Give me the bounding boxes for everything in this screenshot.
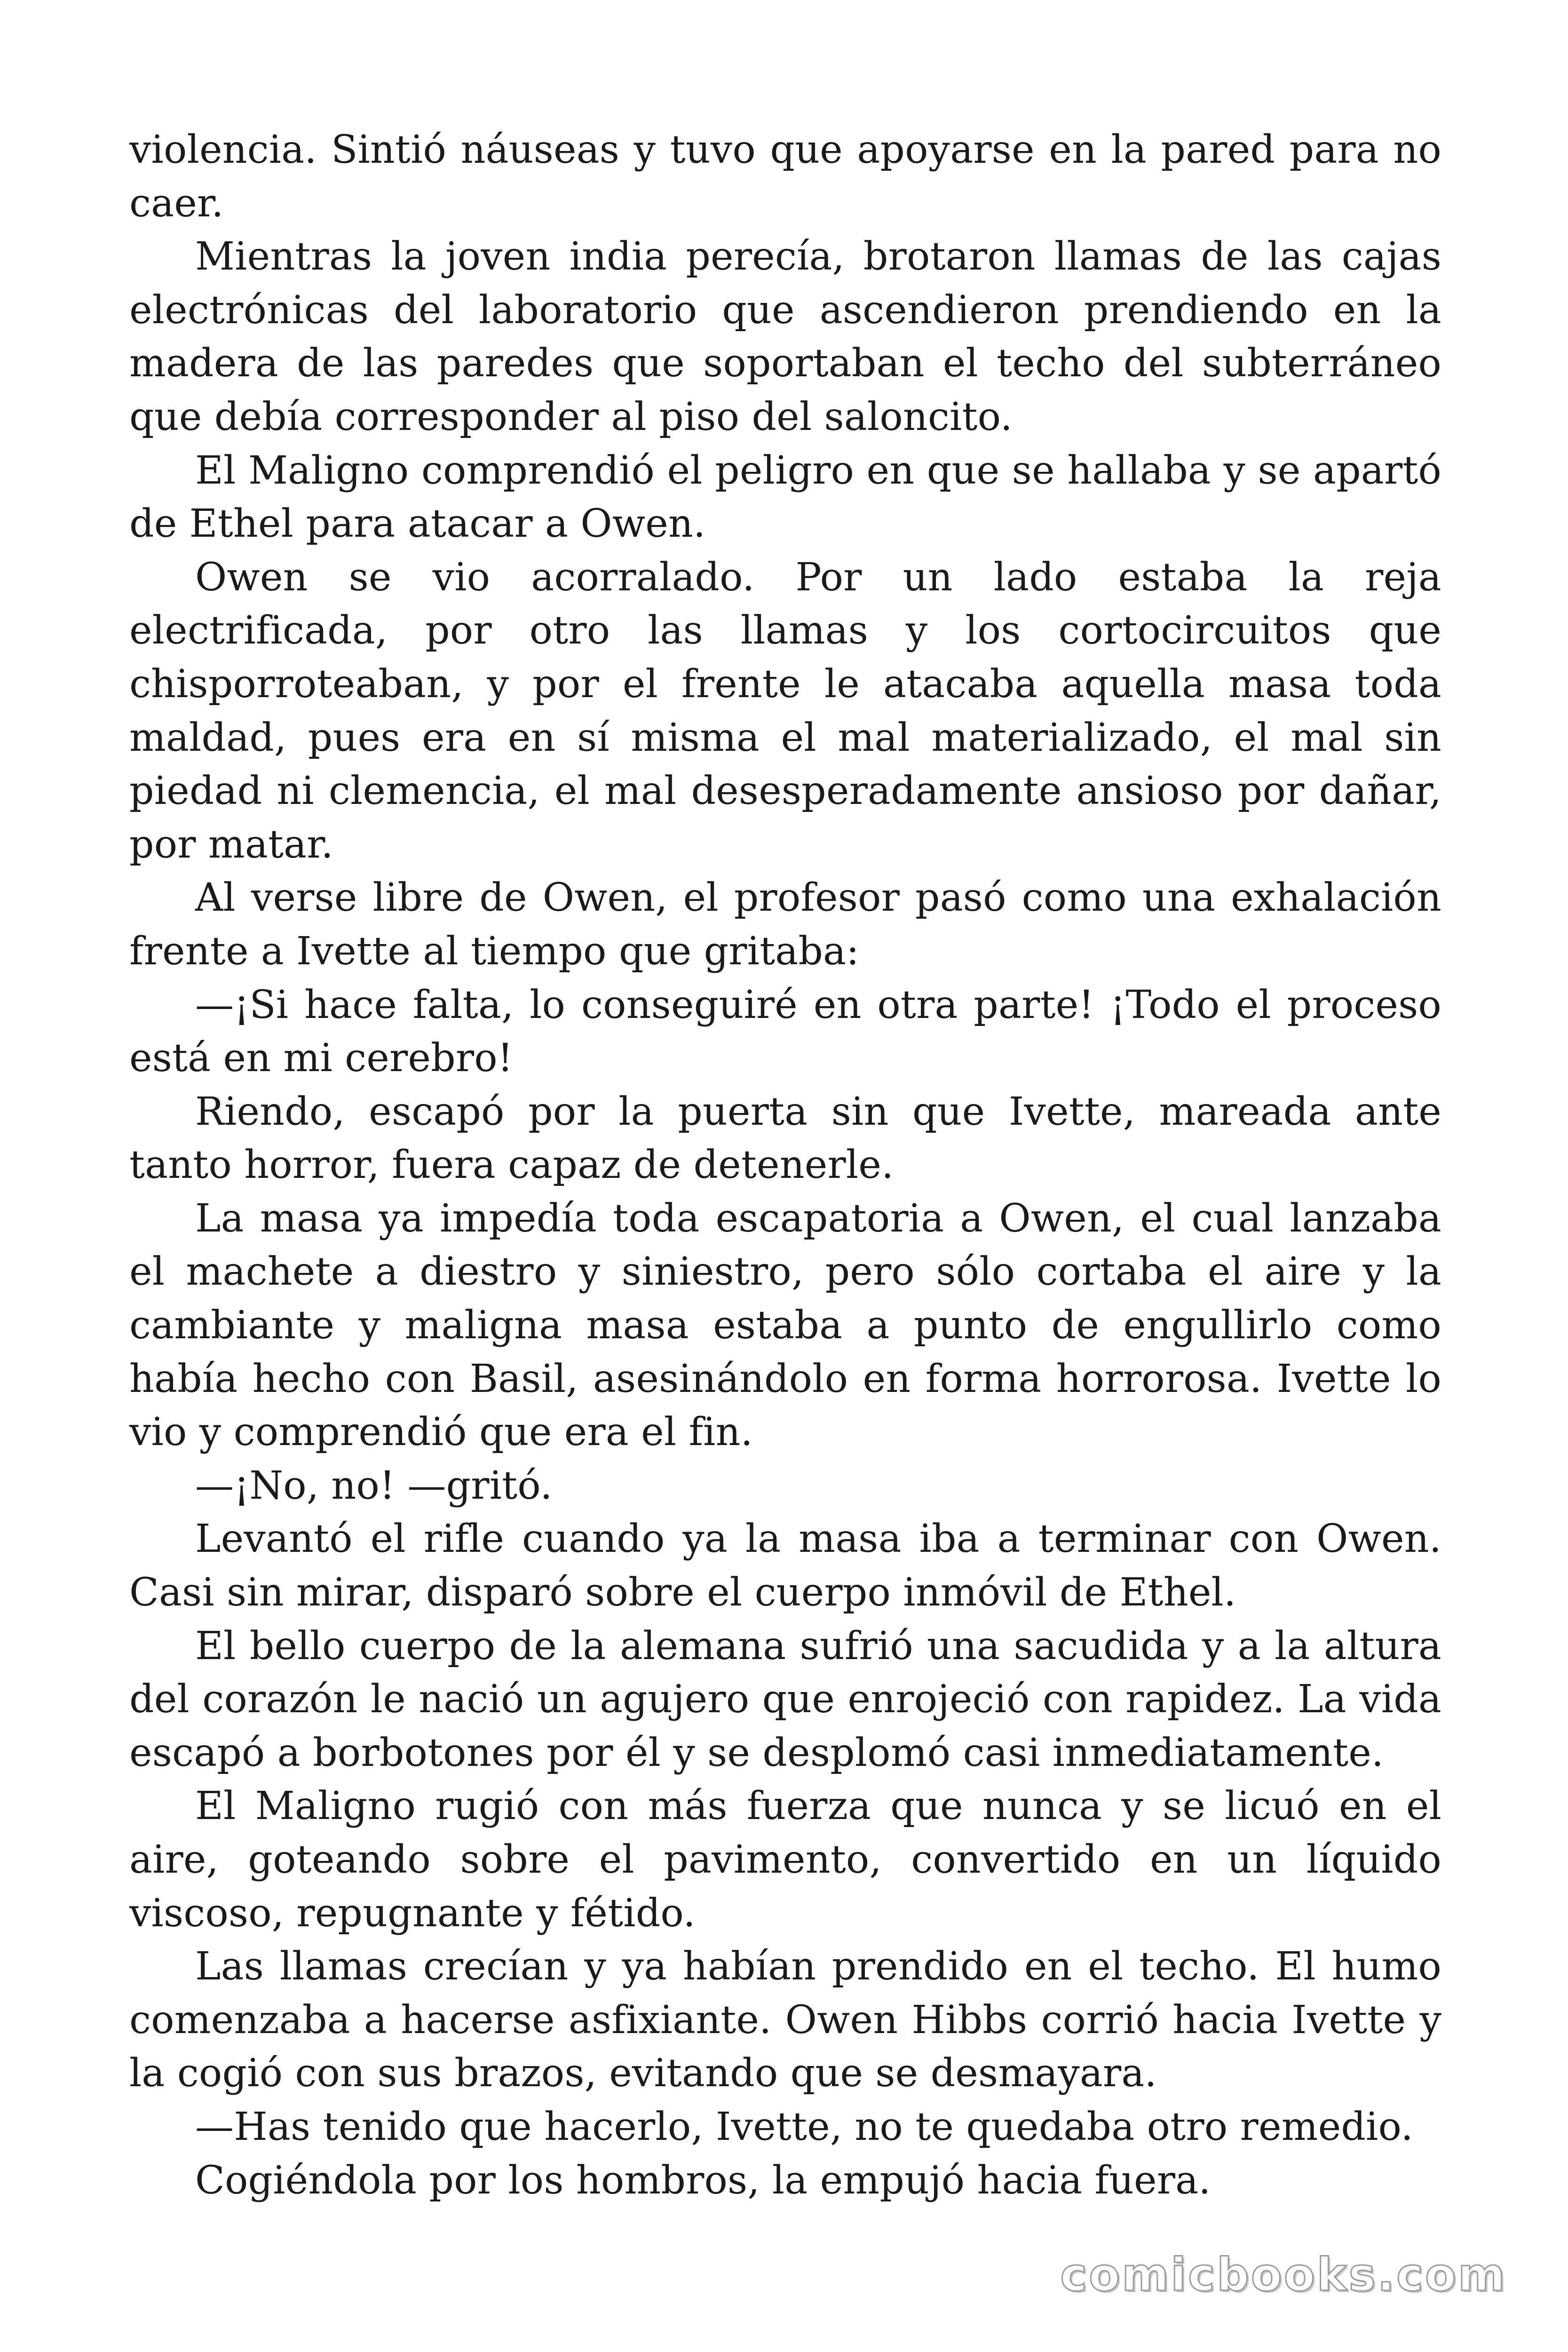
paragraph-14: —Has tenido que hacerlo, Ivette, no te quedaba otro remedio. xyxy=(195,2104,1413,2149)
paragraph-13: Las llamas crecían y ya habían prendido en el techo. El humo comenzaba a hacerse asfixiante. Owen Hibbs corrió hacia Ivette y la cogió con sus brazos, evitando que se desmayara. xyxy=(129,1944,1441,2096)
paragraph-1: violencia. Sintió náuseas y tuvo que apoyarse en la pared para no caer. xyxy=(129,127,1441,226)
paragraph-4: Owen se vio acorralado. Por un lado estaba la reja electrificada, por otro las llamas y los cortocircuitos que chisporroteaban, y por el frente le atacaba aquella masa toda maldad, pues era en sí misma el mal materializado, el mal sin piedad ni clemencia, el mal desesperadamente ansioso por dañar, por matar. xyxy=(129,555,1441,867)
paragraph-11: El bello cuerpo de la alemana sufrió una sacudida y a la altura del corazón le nació un agujero que enrojeció con rapidez. La vida escapó a borbotones por él y se desplomó casi inmediatamente. xyxy=(129,1623,1441,1775)
paragraph-12: El Maligno rugió con más fuerza que nunca y se licuó en el aire, goteando sobre el pavimento, convertido en un líquido viscoso, repugnante y fétido. xyxy=(129,1784,1441,1936)
watermark: comicbooks.com xyxy=(1060,2249,1507,2301)
paragraph-8: La masa ya impedía toda escapatoria a Owen, el cual lanzaba el machete a diestro y siniestro, pero sólo cortaba el aire y la cambiante y maligna masa estaba a punto de engullirlo como había hecho con Basil, asesinándolo en forma horrorosa. Ivette lo vio y comprendió que era el fin. xyxy=(129,1196,1441,1455)
paragraph-3: El Maligno comprendió el peligro en que se hallaba y se apartó de Ethel para atacar a Owen. xyxy=(129,448,1441,547)
paragraph-9: —¡No, no! —gritó. xyxy=(195,1463,553,1508)
paragraph-7: Riendo, escapó por la puerta sin que Ivette, mareada ante tanto horror, fuera capaz de detenerle. xyxy=(129,1089,1441,1188)
paragraph-10: Levantó el rifle cuando ya la masa iba a terminar con Owen. Casi sin mirar, disparó sobre el cuerpo inmóvil de Ethel. xyxy=(129,1517,1441,1615)
paragraph-5: Al verse libre de Owen, el profesor pasó como una exhalación frente a Ivette al tiempo que gritaba: xyxy=(129,875,1441,974)
paragraph-15: Cogiéndola por los hombros, la empujó hacia fuera. xyxy=(195,2158,1211,2203)
paragraph-2: Mientras la joven india perecía, brotaron llamas de las cajas electrónicas del laboratorio que ascendieron prendiendo en la madera de las paredes que soportaban el techo del subterráneo que debía corresponder al piso del saloncito. xyxy=(129,234,1441,439)
paragraph-6: —¡Si hace falta, lo conseguiré en otra parte! ¡Todo el proceso está en mi cerebro! xyxy=(129,982,1441,1081)
body-text xyxy=(129,123,1441,2207)
